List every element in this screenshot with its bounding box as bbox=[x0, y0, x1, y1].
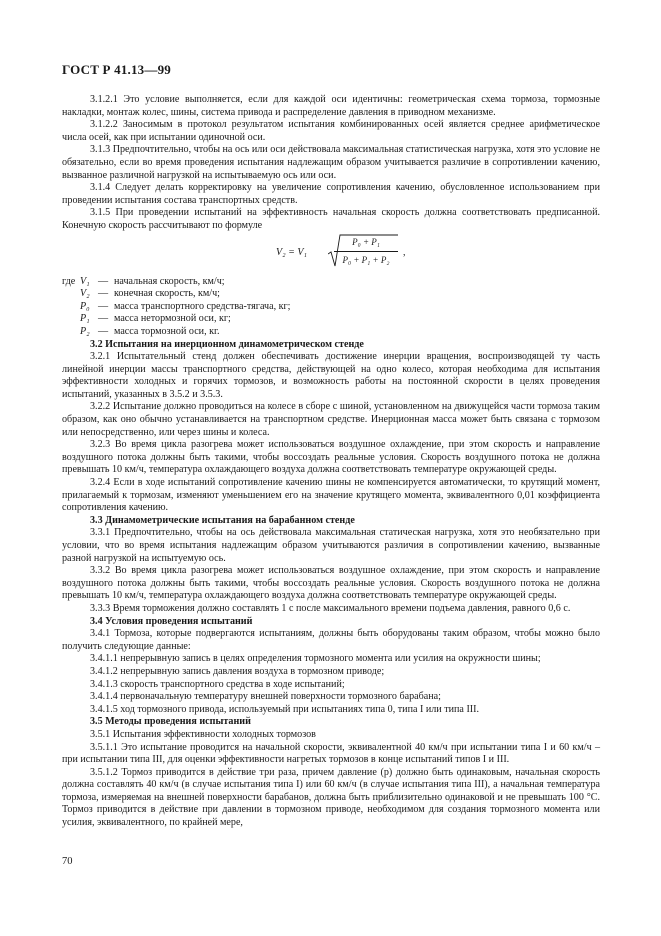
paragraph: 3.3.3 Время торможения должно составлять 1 с после максимального времени подъема давления, равного 0,6 с. bbox=[90, 602, 571, 614]
document-header: ГОСТ Р 41.13—99 bbox=[62, 62, 171, 77]
legend-dash: — bbox=[98, 288, 109, 300]
section-heading: 3.2 Испытания на инерционном динамометрическом стенде bbox=[90, 338, 364, 350]
legend-dash: — bbox=[98, 313, 109, 325]
paragraph: 3.5.1.1 Это испытание проводится на начальной скорости, эквивалентной 40 км/ч при испытании типа I и 60 км/ч – при испытании типа III, для оценки эффективности нагретых тормозов в конце испытаний типов I и III. bbox=[62, 741, 600, 766]
paragraph: 3.4.1.1 непрерывную запись в целях определения тормозного момента или усилия на окружности шины; bbox=[90, 653, 541, 665]
paragraph: 3.1.2.2 Заносимым в протокол результатом испытания комбинированных осей является среднее арифметическое числа осей, как при испытании одиночной оси. bbox=[62, 119, 600, 143]
paragraph: 3.3.1 Предпочтительно, чтобы на ось действовала максимальная статическая нагрузка, хотя это необязательно при условии, что во время испытания надлежащим образом учитываются различия в сопротивлении качению, вызванные разной нагрузкой на испытуемую ось. bbox=[62, 527, 600, 564]
section-heading: 3.3 Динамометрические испытания на барабанном стенде bbox=[90, 514, 355, 526]
legend-symbol: V₁ bbox=[80, 275, 90, 287]
legend-row bbox=[62, 301, 600, 314]
legend-dash: — bbox=[98, 275, 109, 287]
paragraph: 3.3.2 Во время цикла разогрева может использоваться воздушное охлаждение, при этом скорость и направление воздушного потока должны быть такими, чтобы воссоздать реальные условия. Скорость воздушного потока не должна превышать 10 км/ч, температура охлаждающего воздуха должна соответствовать температуре окружающей среды. bbox=[62, 565, 600, 602]
paragraph: 3.4.1.2 непрерывную запись давления воздуха в тормозном приводе; bbox=[90, 665, 385, 677]
paragraph: 3.2.2 Испытание должно проводиться на колесе в сборе с шиной, установленном на движущейся части тормоза таким образом, как оно обычно устанавливается на транспортном средстве. Инерционная масса может быть связана с тормозом или непосредственно, или через шины и колеса. bbox=[62, 401, 600, 438]
legend-symbol: P₀ bbox=[80, 300, 90, 312]
legend-row bbox=[62, 288, 600, 301]
formula-comma: , bbox=[403, 246, 406, 258]
legend-row bbox=[62, 313, 600, 326]
legend-description: масса тормозной оси, кг. bbox=[114, 325, 220, 337]
paragraphs-after-formula bbox=[62, 339, 600, 830]
formula-numerator: P₀ + P₁ bbox=[352, 236, 380, 247]
legend-symbol: P₂ bbox=[80, 325, 90, 337]
paragraphs-before-formula bbox=[62, 94, 600, 233]
paragraph: 3.4.1.4 первоначальную температуру внешней поверхности тормозного барабана; bbox=[90, 691, 441, 703]
legend-row bbox=[62, 326, 600, 339]
legend-prefix bbox=[62, 301, 80, 314]
legend-symbol: V₂ bbox=[80, 288, 90, 300]
document-body bbox=[62, 94, 600, 830]
legend-description: конечная скорость, км/ч; bbox=[114, 288, 220, 300]
legend-dash: — bbox=[98, 325, 109, 337]
legend-row bbox=[62, 276, 600, 289]
legend-prefix bbox=[62, 313, 80, 326]
paragraph: 3.1.3 Предпочтительно, чтобы на ось или оси действовала максимальная статистическая нагрузка, хотя это условие не обязательно, если во время проведения испытания надлежащим образом учитывается различие в сопротивлении качению, вызванное различной нагрузкой на испытываемую ось или оси. bbox=[62, 144, 600, 181]
formula-fraction bbox=[334, 236, 398, 267]
legend-description: масса нетормозной оси, кг; bbox=[114, 313, 231, 325]
paragraph: 3.1.2.1 Это условие выполняется, если для каждой оси идентичны: геометрическая схема тормоза, тормозные накладки, монтаж колес, шины, система привода и распределение давления в приводном механизме. bbox=[62, 94, 600, 118]
formula-legend bbox=[62, 276, 600, 339]
paragraph: 3.2.3 Во время цикла разогрева может использоваться воздушное охлаждение, при этом скорость и направление воздушного потока должны быть такими, чтобы воссоздать реальные условия. Скорость воздушного потока не должна превышать 10 км/ч, температура охлаждающего воздуха должна соответствовать температуре окружающей среды. bbox=[62, 439, 600, 476]
legend-description: масса транспортного средства-тягача, кг; bbox=[114, 300, 291, 312]
paragraph: 3.1.4 Следует делать корректировку на увеличение сопротивления качению, обусловленное использованием при проведении испытания состава транспортных средств. bbox=[62, 182, 600, 206]
legend-dash: — bbox=[98, 300, 109, 312]
paragraph: 3.4.1 Тормоза, которые подвергаются испытаниям, должны быть оборудованы таким образом, чтобы можно было получить следующие данные: bbox=[62, 628, 600, 652]
paragraph: 3.5.1.2 Тормоз приводится в действие три раза, причем давление (p) должно быть одинаковым, начальная скорость должна составлять 40 км/ч (в случае испытания типа I) или 60 км/ч (в случае испытания типа III), а начальная температура тормоза, измеряемая на внешней поверхности барабанов, должна быть приблизительно одинаковой и не превышать 100 °C. Тормоз приводится в действие при давлении в тормозном приводе, необходимом для создания тормозного момента или усилия, эквивалентного, по крайней мере, bbox=[62, 766, 600, 829]
paragraph: 3.2.1 Испытательный стенд должен обеспечивать достижение инерции вращения, воспроизводящей ту часть линейной инерции массы транспортного средства, действующей на одно колесо, которая необходима для испытания эффективности холодных и горячих тормозов, и возможность работы на постоянной скорости в целях проведения испытаний, указанных в 3.5.2 и 3.5.3. bbox=[62, 351, 600, 400]
legend-prefix bbox=[62, 288, 80, 301]
legend-description: начальная скорость, км/ч; bbox=[114, 275, 225, 287]
page-number: 70 bbox=[62, 856, 73, 867]
legend-prefix bbox=[62, 326, 80, 339]
section-heading: 3.5 Методы проведения испытаний bbox=[90, 716, 251, 728]
formula-denominator: P₀ + P₁ + P₂ bbox=[334, 251, 398, 267]
section-heading: 3.4 Условия проведения испытаний bbox=[90, 615, 253, 627]
paragraph: 3.4.1.3 скорость транспортного средства в ходе испытаний; bbox=[90, 678, 345, 690]
formula-lhs: V₂ = V₁ bbox=[276, 246, 307, 258]
paragraph: 3.4.1.5 ход тормозного привода, используемый при испытаниях типа 0, типа I или типа III. bbox=[90, 703, 480, 715]
paragraph: 3.1.5 При проведении испытаний на эффективность начальная скорость должна соответствовать предписанной. Конечную скорость рассчитывают по формуле bbox=[62, 207, 600, 231]
legend-prefix: где bbox=[62, 275, 76, 287]
paragraph: 3.2.4 Если в ходе испытаний сопротивление качению шины не компенсируется автоматически, то крутящий момент, прилагаемый к тормозам, изменяют уменьшением его на значение крутящего момента, эквивалентного 0,01 коэффициента сопротивления качению. bbox=[62, 477, 600, 514]
paragraph: 3.5.1 Испытания эффективности холодных тормозов bbox=[90, 728, 316, 740]
final-speed-formula bbox=[62, 234, 600, 274]
legend-symbol: P₁ bbox=[80, 313, 90, 325]
